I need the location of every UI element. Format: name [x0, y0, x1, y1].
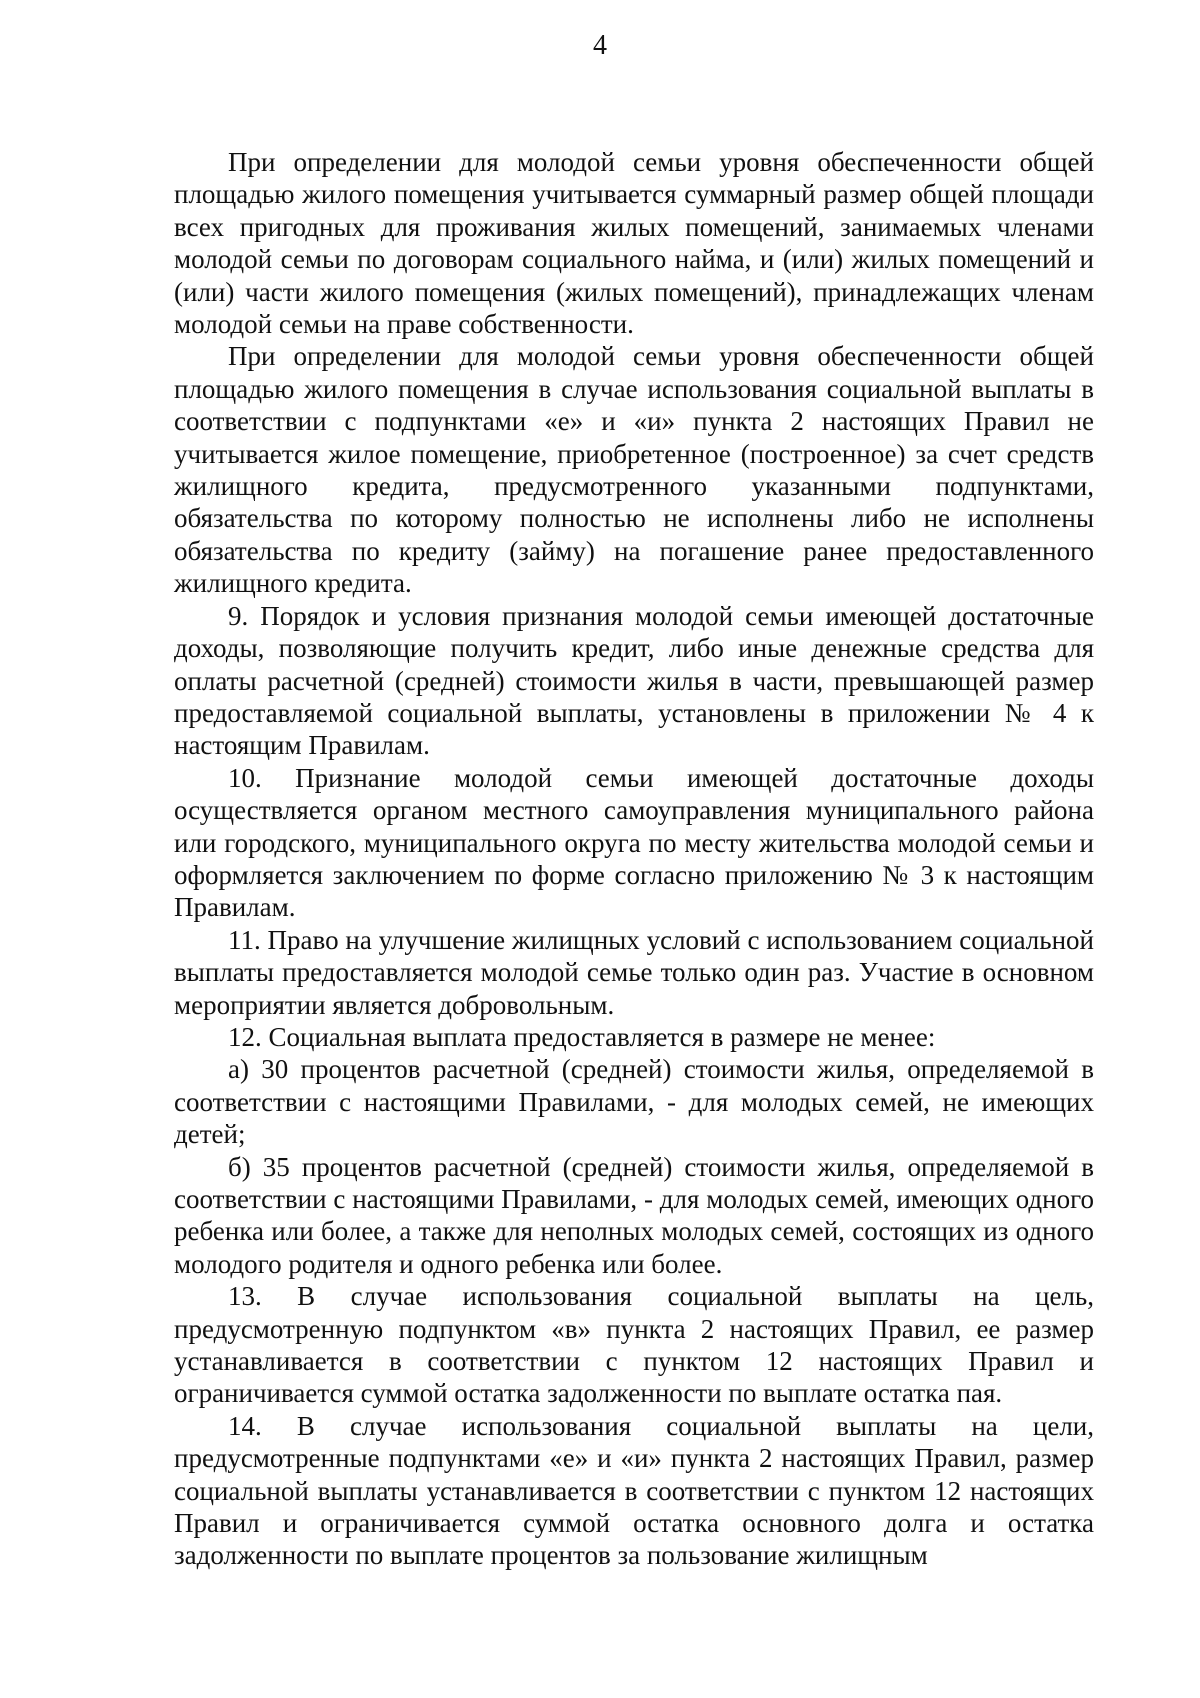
paragraph-11-one-time-right: 11. Право на улучшение жилищных условий с использованием социальной выплаты предоставляется молодой семье только один раз. Участие в основном мероприятии является добровольным. — [174, 924, 1094, 1020]
paragraph-housing-area-count: При определении для молодой семьи уровня обеспеченности общей площадью жилого помещения учитывается суммарный размер общей площади всех пригодных для проживания жилых помещений, занимаемых членами молодой семьи по договорам социального найма, и (или) жилых помещений и (или) части жилого помещения (жилых помещений), принадлежащих членам молодой семьи на праве собственности. — [174, 147, 1094, 340]
paragraph-14-credit-payment: 14. В случае использования социальной выплаты на цели, предусмотренные подпунктами «е» и «и» пункта 2 настоящих Правил, размер социальной выплаты устанавливается в соответствии с пунктом 12 настоящих Правил и ограничивается суммой остатка основного долга и остатка задолженности по выплате процентов за пользование жилищным — [174, 1410, 1094, 1571]
paragraph-12a-no-children: а) 30 процентов расчетной (средней) стоимости жилья, определяемой в соответствии с настоящими Правилами, - для молодых семей, не имеющих детей; — [174, 1054, 1094, 1150]
paragraph-12b-with-children: б) 35 процентов расчетной (средней) стоимости жилья, определяемой в соответствии с настоящими Правилами, - для молодых семей, имеющих одного ребенка или более, а также для неполных молодых семей, состоящих из одного молодого родителя и одного ребенка или более. — [174, 1151, 1094, 1279]
document-body — [174, 146, 1094, 1572]
paragraph-12-payment-size: 12. Социальная выплата предоставляется в размере не менее: — [228, 1021, 936, 1052]
paragraph-13-share-payment: 13. В случае использования социальной выплаты на цель, предусмотренную подпунктом «в» пункта 2 настоящих Правил, ее размер устанавливается в соответствии с пунктом 12 настоящих Правил и ограничивается суммой остатка задолженности по выплате остатка пая. — [174, 1281, 1094, 1409]
paragraph-10-income-recognition: 10. Признание молодой семьи имеющей достаточные доходы осуществляется органом местного самоуправления муниципального района или городского, муниципального округа по месту жительства молодой семьи и оформляется заключением по форме согласно приложению № 3 к настоящим Правилам. — [174, 762, 1094, 923]
paragraph-9-sufficient-income: 9. Порядок и условия признания молодой семьи имеющей достаточные доходы, позволяющие получить кредит, либо иные денежные средства для оплаты расчетной (средней) стоимости жилья в части, превышающей размер предоставляемой социальной выплаты, установлены в приложении № 4 к настоящим Правилам. — [174, 600, 1094, 761]
paragraph-housing-area-credit-exclusion: При определении для молодой семьи уровня обеспеченности общей площадью жилого помещения в случае использования социальной выплаты в соответствии с подпунктами «е» и «и» пункта 2 настоящих Правил не учитывается жилое помещение, приобретенное (построенное) за счет средств жилищного кредита, предусмотренного указанными подпунктами, обязательства по которому полностью не исполнены либо не исполнены обязательства по кредиту (займу) на погашение ранее предоставленного жилищного кредита. — [174, 341, 1094, 599]
page-number: 4 — [593, 30, 607, 61]
